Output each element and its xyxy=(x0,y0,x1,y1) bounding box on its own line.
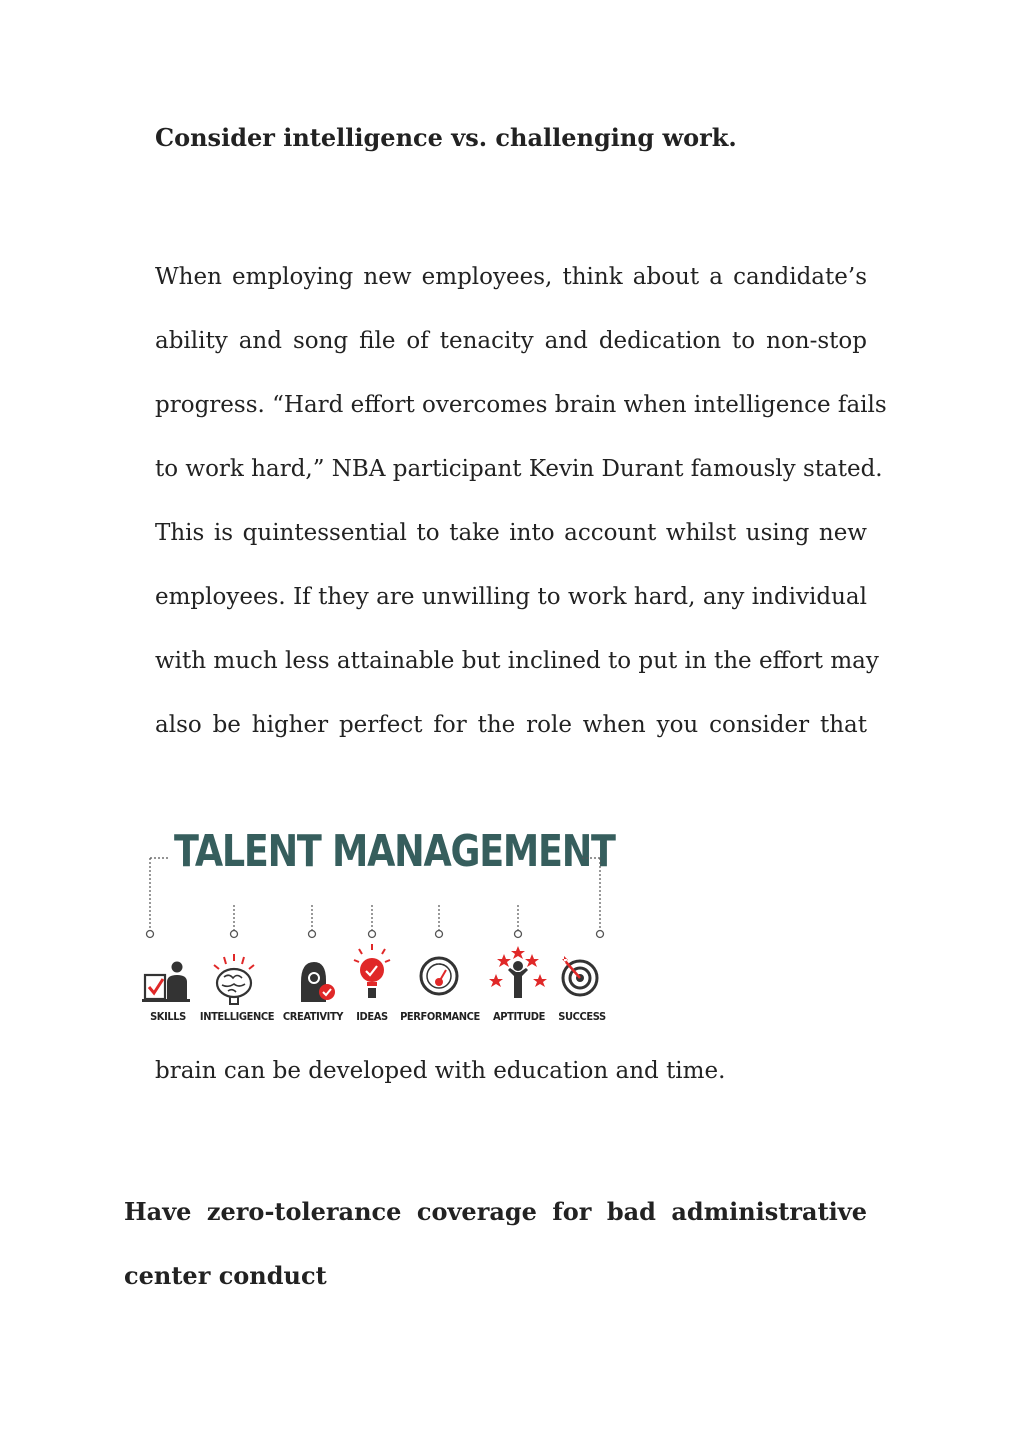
heading-line: Have zero-tolerance coverage for bad administrative xyxy=(124,1197,867,1226)
paragraph-continuation xyxy=(155,1060,867,1124)
target-icon xyxy=(562,956,597,995)
section-heading-intelligence: Consider intelligence vs. challenging work. xyxy=(155,123,737,152)
figure-label: PERFORMANCE xyxy=(400,1010,480,1023)
paragraph-line: This is quintessential to take into account whilst using new xyxy=(155,520,867,546)
paragraph-line: also be higher perfect for the role when you consider that xyxy=(155,712,867,738)
heading-line: center conduct xyxy=(124,1261,327,1290)
talent-management-figure xyxy=(140,820,615,1035)
brain-icon xyxy=(214,954,254,1004)
figure-label: SUCCESS xyxy=(558,1010,606,1023)
creativity-icon xyxy=(301,962,335,1002)
connector-nodes xyxy=(147,931,604,938)
stars-person-icon xyxy=(489,946,547,998)
figure-label: INTELLIGENCE xyxy=(199,1010,275,1023)
paragraph-line: progress. “Hard effort overcomes brain when intelligence fails xyxy=(155,392,887,418)
paragraph-line: ability and song file of tenacity and dedication to non-stop xyxy=(155,328,867,354)
figure-label: IDEAS xyxy=(356,1010,388,1023)
paragraph-line: employees. If they are unwilling to work hard, any individual xyxy=(155,584,867,610)
gauge-icon xyxy=(421,958,457,994)
section-heading-zero-tolerance xyxy=(124,1197,867,1328)
paragraph-line: When employing new employees, think about a candidate’s xyxy=(155,264,867,290)
talent-management-diagram xyxy=(140,820,615,1035)
paragraph-line: brain can be developed with education and time. xyxy=(155,1058,726,1084)
figure-title: TALENT MANAGEMENT xyxy=(174,826,615,877)
figure-label: APTITUDE xyxy=(493,1010,545,1023)
figure-label: SKILLS xyxy=(150,1010,186,1023)
skills-icon xyxy=(142,962,190,1003)
connector-lines xyxy=(150,858,600,930)
paragraph-line: with much less attainable but inclined to put in the effort may xyxy=(155,648,879,674)
figure-label: CREATIVITY xyxy=(282,1010,344,1023)
paragraph-hiring xyxy=(155,264,887,778)
lightbulb-icon xyxy=(354,944,390,998)
paragraph-line: to work hard,” NBA participant Kevin Durant famously stated. xyxy=(155,456,883,482)
